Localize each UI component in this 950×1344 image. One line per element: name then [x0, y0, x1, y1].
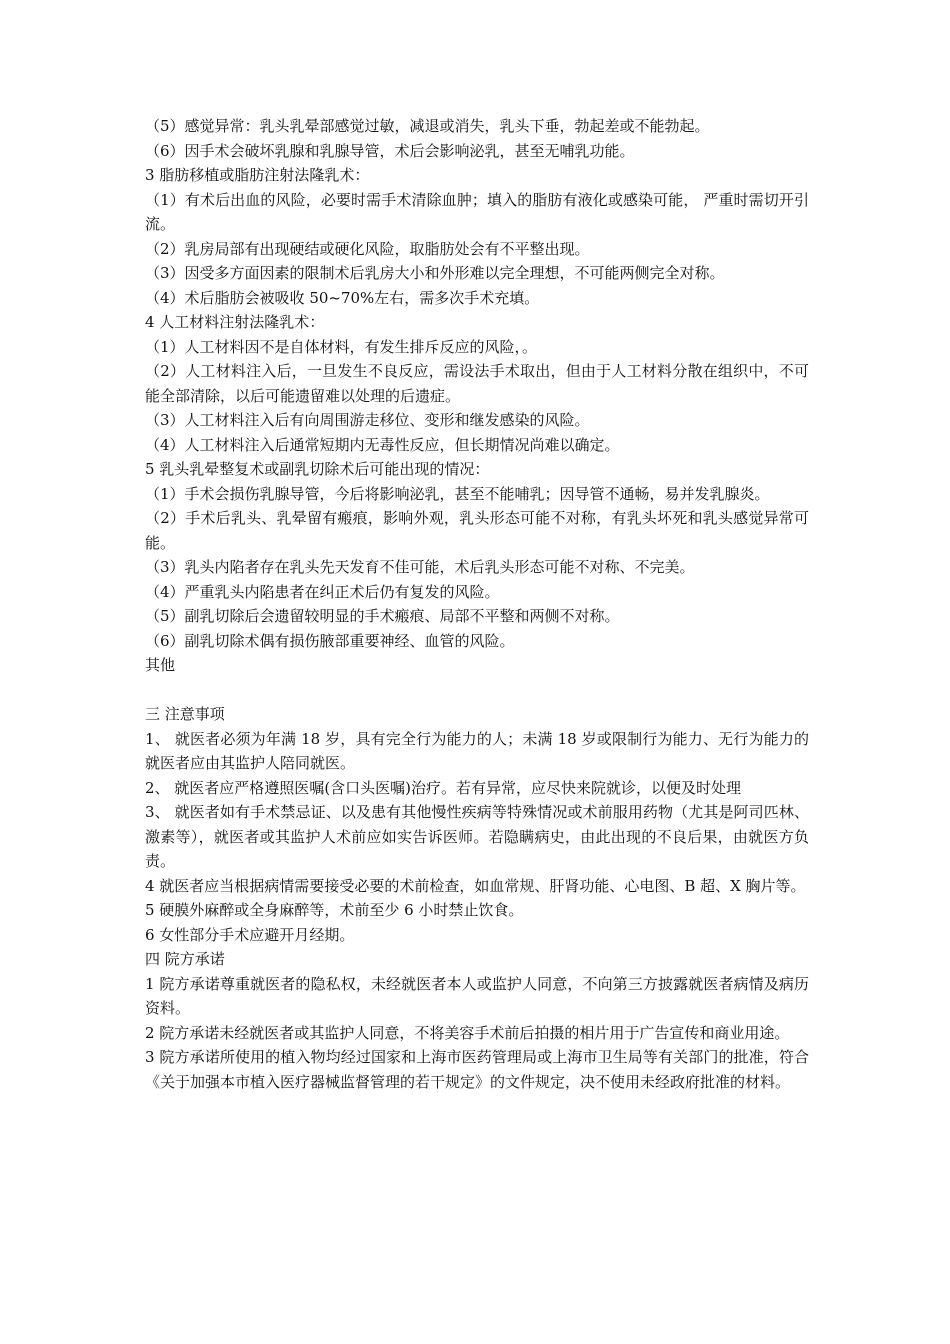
paragraph-line: （3）人工材料注入后有向周围游走移位、变形和继发感染的风险。 [145, 411, 590, 429]
paragraph-line: 2 院方承诺未经就医者或其监护人同意，不将美容手术前后拍摄的相片用于广告宣传和商业用途。 [145, 1023, 790, 1042]
paragraph-line: （1）有术后出血的风险，必要时需手术清除血肿；填入的脂肪有液化或感染可能， 严重时需切开引流。 [145, 190, 809, 233]
paragraph-line: 其他 [145, 656, 176, 674]
blank-line [145, 678, 809, 703]
paragraph-line: （4）严重乳头内陷患者在纠正术后仍有复发的风险。 [145, 582, 500, 601]
paragraph-line: （2）人工材料注入后，一旦发生不良反应，需设法手术取出，但由于人工材料分散在组织中，不可能全部清除，以后可能遗留难以处理的后遗症。 [145, 362, 809, 405]
paragraph-line: 6 女性部分手术应避开月经期。 [145, 925, 355, 944]
section-heading: 5 乳头乳晕整复术或副乳切除术后可能出现的情况： [145, 460, 490, 478]
paragraph-line: 3、 就医者如有手术禁忌证、以及患有其他慢性疾病等特殊情况或术前服用药物（尤其是阿司匹林、激素等），就医者或其监护人术前应如实告诉医师。若隐瞒病史，由此出现的不良后果，由就医方负责。 [145, 803, 809, 870]
paragraph-line: （2）手术后乳头、乳晕留有瘢痕，影响外观，乳头形态可能不对称，有乳头坏死和乳头感觉异常可能。 [145, 509, 809, 552]
paragraph-line: （1）手术会损伤乳腺导管，今后将影响泌乳，甚至不能哺乳；因导管不通畅，易并发乳腺炎。 [145, 484, 770, 503]
paragraph-line: （3）乳头内陷者存在乳头先天发育不佳可能，术后乳头形态可能不对称、不完美。 [145, 558, 695, 576]
paragraph-line: （5）感觉异常：乳头乳晕部感觉过敏，减退或消失，乳头下垂，勃起差或不能勃起。 [145, 117, 710, 135]
paragraph-line: （1）人工材料因不是自体材料，有发生排斥反应的风险，。 [145, 337, 538, 356]
paragraph-line: 1、 就医者必须为年满 18 岁，具有完全行为能力的人；未满 18 岁或限制行为能力、无行为能力的就医者应由其监护人陪同就医。 [145, 729, 809, 772]
paragraph-line: 1 院方承诺尊重就医者的隐私权，未经就医者本人或监护人同意，不向第三方披露就医者病情及病历资料。 [145, 974, 809, 1017]
section-heading: 三 注意事项 [145, 705, 225, 723]
paragraph-line: （2）乳房局部有出现硬结或硬化风险，取脂肪处会有不平整出现。 [145, 239, 590, 258]
paragraph-line: 4 就医者应当根据病情需要接受必要的术前检查，如血常规、肝肾功能、心电图、B 超、X 胸片等。 [145, 876, 806, 895]
paragraph-line: （5）副乳切除后会遗留较明显的手术瘢痕、局部不平整和两侧不对称。 [145, 607, 620, 625]
paragraph-line: （6）因手术会破坏乳腺和乳腺导管，术后会影响泌乳，甚至无哺乳功能。 [145, 141, 635, 160]
paragraph-line: 2、 就医者应严格遵照医嘱(含口头医嘱)治疗。若有异常，应尽快来院就诊，以便及时处理 [145, 778, 742, 797]
paragraph-line: （4）人工材料注入后通常短期内无毒性反应，但长期情况尚难以确定。 [145, 435, 620, 454]
section-heading: 四 院方承诺 [145, 950, 225, 968]
section-heading: 4 人工材料注射法隆乳术： [145, 313, 325, 331]
paragraph-line: 5 硬膜外麻醉或全身麻醉等，术前至少 6 小时禁止饮食。 [145, 901, 524, 919]
paragraph-line: 3 院方承诺所使用的植入物均经过国家和上海市医药管理局或上海市卫生局等有关部门的批准，符合《关于加强本市植入医疗器械监督管理的若干规定》的文件规定，决不使用未经政府批准的材料。 [145, 1048, 809, 1091]
paragraph-line: （3）因受多方面因素的限制术后乳房大小和外形难以完全理想，不可能两侧完全对称。 [145, 264, 725, 282]
document-body [145, 114, 809, 1094]
section-heading: 3 脂肪移植或脂肪注射法隆乳术： [145, 166, 370, 184]
paragraph-line: （4）术后脂肪会被吸收 50~70%左右，需多次手术充填。 [145, 288, 540, 307]
paragraph-line: （6）副乳切除术偶有损伤腋部重要神经、血管的风险。 [145, 631, 515, 650]
